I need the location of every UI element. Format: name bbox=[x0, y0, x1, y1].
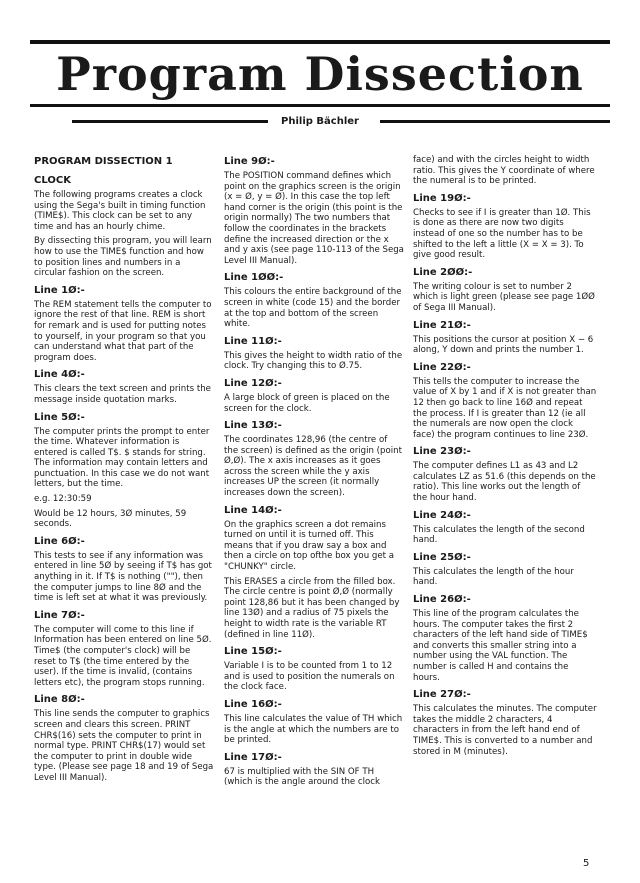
section-heading: Line 1ØØ:- bbox=[224, 272, 284, 284]
section-heading: Line 12Ø:- bbox=[224, 377, 282, 389]
section-heading: Line 15Ø:- bbox=[224, 646, 282, 658]
column-2 bbox=[224, 155, 404, 792]
section-heading: Line 1Ø:- bbox=[34, 284, 85, 296]
section-heading: Line 5Ø:- bbox=[34, 411, 85, 423]
section-heading: Line 22Ø:- bbox=[413, 361, 471, 373]
body-paragraph: face) and with the circles height to width ratio. This gives the Y coordinate of where the numeral is to be printed. bbox=[413, 155, 595, 187]
column-1 bbox=[34, 155, 214, 788]
body-paragraph: This positions the cursor at position X − 6 along, Y down and prints the number 1. bbox=[413, 334, 594, 356]
body-paragraph: The computer prints the prompt to enter the time. Whatever information is entered is called T$. $ stands for string. The information may contain letters and punctuation. In this case we do not want letters, but the time. bbox=[34, 426, 210, 490]
column-3 bbox=[413, 155, 597, 761]
body-paragraph: Variable I is to be counted from 1 to 12 and is used to position the numerals on the clock face. bbox=[224, 661, 395, 693]
article-heading: PROGRAM DISSECTION 1 bbox=[34, 156, 173, 167]
section-heading: Line 25Ø:- bbox=[413, 551, 471, 563]
section-heading: CLOCK bbox=[34, 175, 71, 186]
body-paragraph: The computer defines L1 as 43 and L2 calculates LZ as 51.6 (this depends on the ratio). This line works out the length of the hour hand. bbox=[413, 461, 596, 504]
body-paragraph: Checks to see if I is greater than 1Ø. This is done as there are now two digits instead of one so the number has to be shifted to the left a little (X = X = 3). To give good result. bbox=[413, 207, 591, 261]
page-number: 5 bbox=[583, 858, 590, 869]
section-heading: Line 21Ø:- bbox=[413, 319, 471, 331]
body-paragraph: A large block of green is placed on the screen for the clock. bbox=[224, 392, 390, 414]
section-heading: Line 6Ø:- bbox=[34, 535, 85, 547]
body-paragraph: This tests to see if any information was entered in line 5Ø by seeing if T$ has got anything in it. If T$ is nothing (""), then the computer jumps to line 8Ø and the time is left set at what it was previously. bbox=[34, 550, 212, 604]
body-paragraph: This line of the program calculates the hours. The computer takes the first 2 characters of the left hand side of TIME$ and converts this smaller string into a number using the VAL function. The number is called H and contains the hours. bbox=[413, 609, 588, 683]
section-heading: Line 2ØØ:- bbox=[413, 266, 473, 278]
section-heading: Line 16Ø:- bbox=[224, 698, 282, 710]
body-paragraph: The computer will come to this line if Information has been entered on line 5Ø. Time$ (the computer's clock) will be reset to T$ (the time entered by the user). If the time is invalid, (contains letters etc), the program stops running. bbox=[34, 624, 212, 688]
body-paragraph: This colours the entire background of the screen in white (code 15) and the border at the top and bottom of the screen white. bbox=[224, 287, 402, 330]
body-paragraph: This line sends the computer to graphics screen and clears this screen. PRINT CHR$(16) sets the computer to print in normal type. PRINT CHR$(17) would set the computer to print in double wide type. (Please see page 18 and 19 of Sega Level III Manual). bbox=[34, 709, 214, 783]
body-paragraph: This tells the computer to increase the value of X by 1 and if X is not greater than 12 then go back to line 16Ø and repeat the process. If I is greater than 12 (ie all the numerals are now open the clock face) the program continues to line 23Ø. bbox=[413, 376, 597, 440]
section-heading: Line 23Ø:- bbox=[413, 446, 471, 458]
section-heading: Line 27Ø:- bbox=[413, 689, 471, 701]
section-heading: Line 4Ø:- bbox=[34, 369, 85, 381]
section-heading: Line 7Ø:- bbox=[34, 609, 85, 621]
section-heading: Line 11Ø:- bbox=[224, 335, 282, 347]
body-paragraph: This clears the text screen and prints the message inside quotation marks. bbox=[34, 384, 211, 405]
body-paragraph: By dissecting this program, you will learn how to use the TIME$ function and how to position lines and numbers in a circular fashion on the screen. bbox=[34, 236, 212, 279]
top-rule bbox=[30, 40, 610, 44]
body-paragraph: The writing colour is set to number 2 which is light green (please see page 1ØØ of Sega III Manual). bbox=[413, 281, 595, 313]
section-heading: Line 8Ø:- bbox=[34, 694, 85, 706]
body-paragraph: This ERASES a circle from the filled box. The circle centre is point Ø,Ø (normally point 128,86 but it has been changed by line 13Ø) and a radius of 75 pixels the height to width rate is the variable RT (defined in line 11Ø). bbox=[224, 576, 400, 640]
body-paragraph: The REM statement tells the computer to ignore the rest of that line. REM is short for remark and is used for putting notes to yourself, in your program so that you can understand what that part of the program does. bbox=[34, 299, 212, 363]
page-title: Program Dissection bbox=[56, 47, 584, 101]
body-paragraph: This gives the height to width ratio of the clock. Try changing this to Ø.75. bbox=[224, 350, 403, 372]
body-paragraph: The POSITION command defines which point on the graphics screen is the origin (x = Ø, y = Ø). In this case the top left hand corner is the origin (this point is the origin normally) The two numbers that follow the coordinates in the brackets define the increased direction or the x and y axis (see page 110-113 of the Sega Level III Manual). bbox=[224, 171, 404, 266]
section-heading: Line 13Ø:- bbox=[224, 420, 282, 432]
body-paragraph: On the graphics screen a dot remains turned on until it is turned off. This means that if you draw say a box and then a circle on top ofthe box you get a "CHUNKY" circle. bbox=[224, 519, 394, 573]
body-paragraph: This calculates the minutes. The computer takes the middle 2 characters, 4 characters in from the left hand end of TIME$. This is converted to a number and stored in M (minutes). bbox=[413, 704, 597, 757]
section-heading: Line 9Ø:- bbox=[224, 156, 275, 167]
byline bbox=[30, 115, 610, 129]
body-paragraph: This calculates the length of the hour hand. bbox=[413, 566, 574, 588]
section-heading: Line 14Ø:- bbox=[224, 504, 282, 516]
section-heading: Line 19Ø:- bbox=[413, 192, 471, 204]
body-paragraph: e.g. 12:30:59 bbox=[34, 494, 92, 505]
section-heading: Line 17Ø:- bbox=[224, 751, 282, 763]
body-paragraph: The coordinates 128,96 (the centre of the screen) is defined as the origin (point Ø,Ø). The x axis increases as it goes across the screen while the y axis increases UP the screen (it normally increases down the screen). bbox=[224, 435, 402, 499]
byline-right-rule bbox=[380, 120, 610, 123]
body-paragraph: Would be 12 hours, 3Ø minutes, 59 seconds. bbox=[34, 508, 187, 530]
section-heading: Line 24Ø:- bbox=[413, 509, 471, 521]
title-underline-rule bbox=[30, 104, 610, 107]
section-heading: Line 26Ø:- bbox=[413, 594, 471, 606]
body-paragraph: 67 is multiplied with the SIN OF TH (which is the angle around the clock bbox=[224, 766, 380, 788]
body-paragraph: This line calculates the value of TH which is the angle at which the numbers are to be printed. bbox=[224, 713, 403, 746]
author-name: Philip Bächler bbox=[281, 116, 359, 127]
body-paragraph: The following programs creates a clock using the Sega's built in timing function (TIME$). This clock can be set to any time and has an hourly chime. bbox=[34, 190, 206, 232]
body-paragraph: This calculates the length of the second hand. bbox=[413, 524, 585, 546]
